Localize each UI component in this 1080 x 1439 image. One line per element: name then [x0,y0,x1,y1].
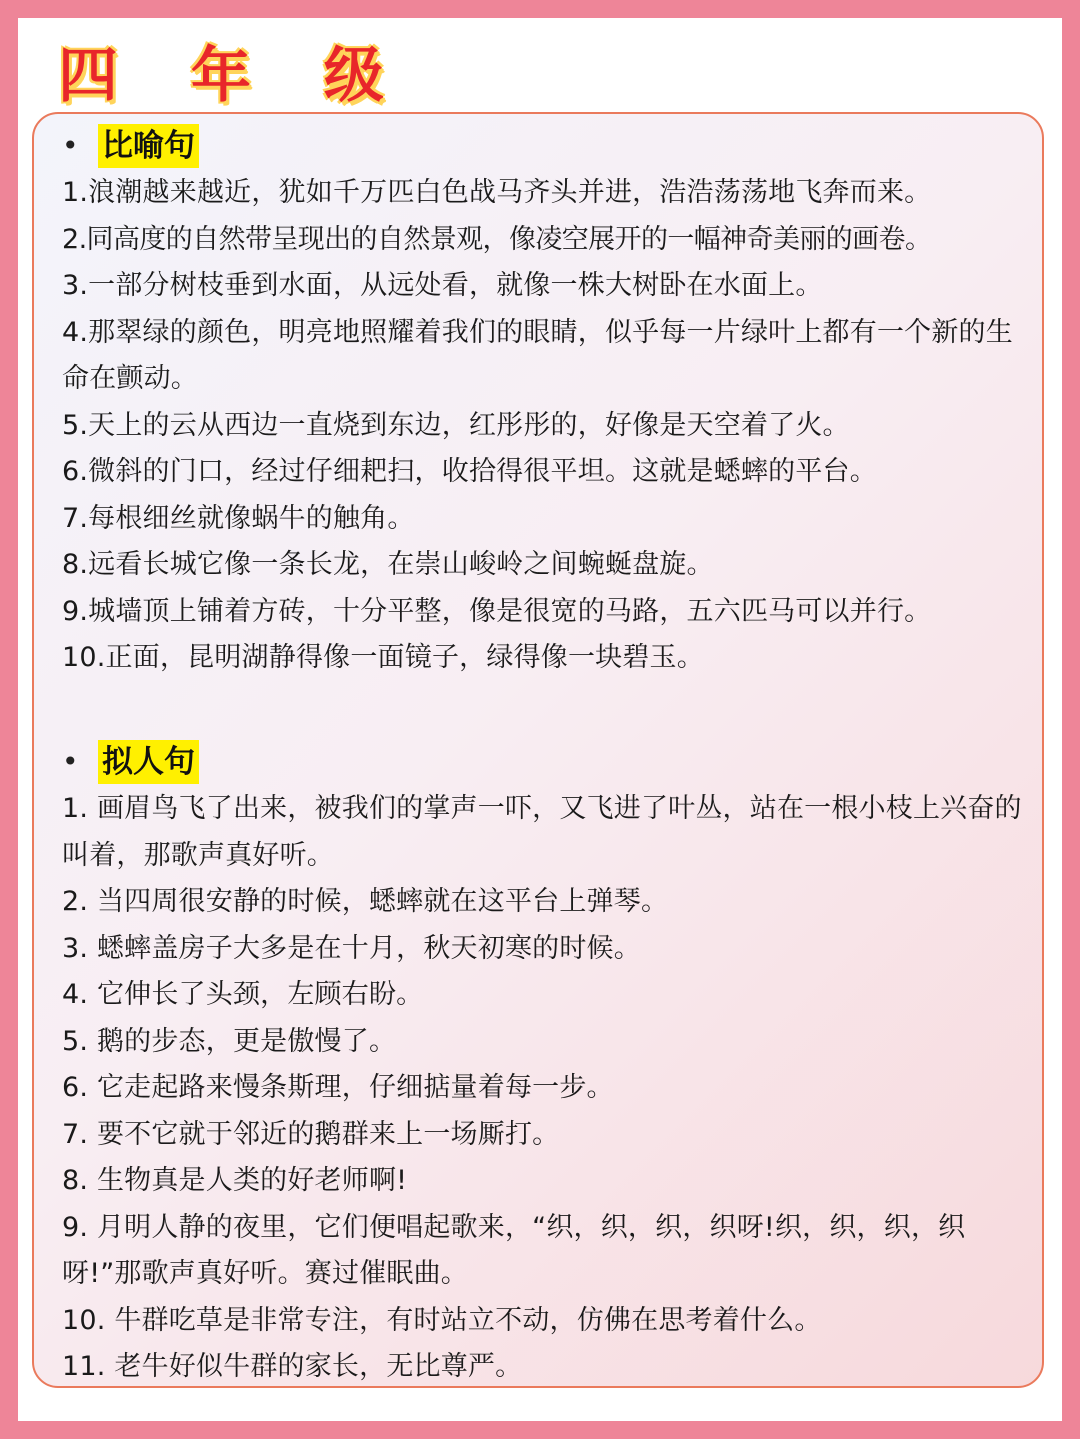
list-item: 6. 它走起路来慢条斯理，仔细掂量着每一步。 [62,1072,614,1103]
list-item: 5. 鹅的步态，更是傲慢了。 [62,1025,397,1057]
list-item: 8. 生物真是人类的好老师啊! [62,1165,408,1196]
content-card [32,112,1044,1388]
list-item: 10.正面，昆明湖静得像一面镜子，绿得像一块碧玉。 [62,642,704,673]
personification-list [62,786,1052,1391]
list-item: 10. 牛群吃草是非常专注，有时站立不动，仿佛在思考着什么。 [62,1304,822,1336]
list-item: 5.天上的云从西边一直烧到东边，红彤彤的，好像是天空着了火。 [62,409,850,441]
list-item: 11. 老牛好似牛群的家长，无比尊严。 [62,1351,523,1382]
list-item: 3. 蟋蟀盖房子大多是在十月，秋天初寒的时候。 [62,932,641,964]
list-item: 2. 当四周很安静的时候，蟋蟀就在这平台上弹琴。 [62,886,669,917]
list-item: 6.微斜的门口，经过仔细耙扫，收拾得很平坦。这就是蟋蟀的平台。 [62,456,877,487]
list-item: 4.那翠绿的颜色，明亮地照耀着我们的眼睛，似乎每一片绿叶上都有一个新的生命在颤动。 [62,316,1013,394]
page-title: 四 年 级 [58,41,410,111]
bullet-icon: • [62,745,79,778]
section-heading [62,122,1052,170]
bullet-icon: • [62,129,79,162]
simile-list [62,170,1052,682]
list-item: 9. 月明人静的夜里，它们便唱起歌来，“织，织，织，织呀!织，织，织，织呀!”那歌声真好听。赛过催眠曲。 [62,1211,966,1289]
list-item: 8.远看长城它像一条长龙，在崇山峻岭之间蜿蜒盘旋。 [62,549,714,580]
list-item: 7.每根细丝就像蜗牛的触角。 [62,502,415,534]
section-heading [62,738,1052,786]
simile-section [62,122,1052,682]
list-item: 3.一部分树枝垂到水面，从远处看，就像一株大树卧在水面上。 [62,270,823,301]
personification-section [62,738,1052,1391]
personification-heading: 拟人句 [98,740,199,784]
list-item: 1. 画眉鸟飞了出来，被我们的掌声一吓，又飞进了叶丛，站在一根小枝上兴奋的叫着，那歌声真好听。 [62,793,1022,871]
list-item: 2.同高度的自然带呈现出的自然景观，像凌空展开的一幅神奇美丽的画卷。 [62,223,932,255]
page-sheet [18,18,1062,1421]
list-item: 4. 它伸长了头颈，左顾右盼。 [62,979,424,1010]
list-item: 7. 要不它就于邻近的鹅群来上一场厮打。 [62,1118,560,1150]
simile-heading: 比喻句 [98,124,199,168]
list-item: 1.浪潮越来越近，犹如千万匹白色战马齐头并进，浩浩荡荡地飞奔而来。 [62,177,932,208]
list-item: 9.城墙顶上铺着方砖，十分平整，像是很宽的马路，五六匹马可以并行。 [62,595,932,627]
